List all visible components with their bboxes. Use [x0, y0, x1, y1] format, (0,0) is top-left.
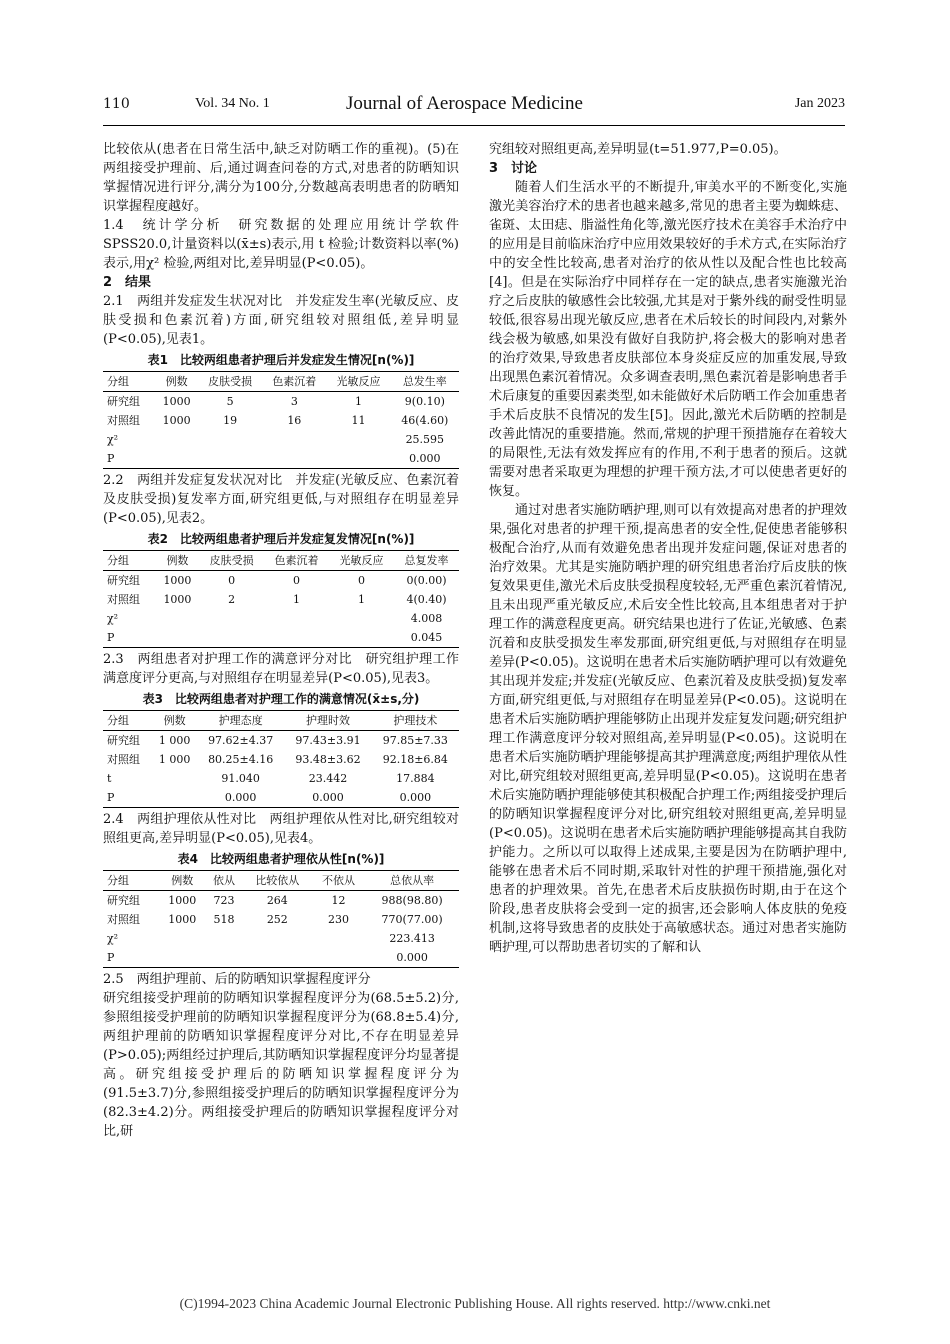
table-row: [103, 571, 459, 591]
table-cell: [264, 609, 329, 628]
column-header: 光敏反应: [326, 372, 390, 392]
discussion-paragraph-2: 通过对患者实施防晒护理,则可以有效提高对患者的护理效果,强化对患者的护理干预,提高患者的安全性,促使患者能够积极配合治疗,从而有效避免患者出现并发症问题,保证对患者的治疗效果。尤其是实施防晒护理的研究组患者治疗后皮肤的恢复效果更佳,激光术后皮肤受损程度较轻,无严重色素沉着情况,且未出现严重光敏反应,术后安全性比较高,且本组患者对于护理工作的满意程度更高。研究结果也进行了佐证,光敏感、色素沉着和皮肤受损发生率发那面,研究组更低,与对照组存在明显差异(P<0.05)。这说明在患者术后实施防晒护理可以有效避免其出现并发症;并发症(光敏反应、色素沉着及皮肤受损)复发率方面,研究组更低,与对照组存在明显差异(P<0.05)。这说明在患者术后实施防晒护理能够防止出现并发症复发问题;研究组护理工作满意度评分较对照组高,差异明显(P<0.05)。这说明在患者术后实施防晒护理能够提高其护理满意度;两组护理依从性对比,研究组较对照组更高,差异明显(P<0.05)。这说明在患者术后实施防晒护理能够使其积极配合护理工作;两组接受护理后的防晒知识掌握程度评分对比,研究组较对照组更高,差异明显(P<0.05)。这说明在患者术后实施防晒护理能够提高其自我防护能力。之所以可以取得上述成果,主要是因为在防晒护理中,能够在患者术后不同时期,采取针对性的护理干预措施,强化对患者的护理效果。首先,在患者术后皮肤损伤时期,由于在这个阶段,患者皮肤将会受到一定的损害,还会影响人体皮肤的免疫机制,这将导致患者的皮肤处于高敏感状态。通过对患者实施防晒护理,可以帮助患者切实的了解和认: [489, 503, 847, 955]
column-header: 分组: [103, 871, 159, 891]
table-row: [103, 910, 459, 929]
table-cell: 1 000: [158, 734, 191, 747]
table-row: [103, 769, 459, 788]
table-cell: [198, 430, 262, 449]
section-2-1: 2.1 两组并发症发生状况对比 并发症发生率(光敏反应、皮肤受损和色素沉着)方面,研究组较对照组低,差异明显(P<0.05),见表1。: [103, 294, 459, 347]
table-2: [103, 550, 459, 648]
table-cell: χ²: [107, 612, 119, 625]
table-3-caption: 表3 比较两组患者对护理工作的满意情况(x̄±s,分): [142, 692, 420, 706]
table-cell: 0.000: [372, 788, 459, 808]
table-cell: 92.18±6.84: [382, 753, 448, 766]
table-cell: 1 000: [158, 753, 191, 766]
paragraph: 比较依从(患者在日常生活中,缺乏对防晒工作的重视)。(5)在两组接受护理前、后,通过调查问卷的方式,对患者的防晒知识掌握情况进行评分,满分为100分,分数越高表明患者的防晒知识掌握程度越好。: [103, 142, 459, 214]
column-header: 总发生率: [391, 372, 459, 392]
column-header: 不依从: [312, 871, 365, 891]
table-row: [103, 449, 459, 469]
volume-issue: Vol. 34 No. 1: [195, 96, 270, 111]
table-cell: 518: [213, 913, 235, 926]
column-header: 护理态度: [197, 711, 284, 731]
table-cell: [205, 929, 242, 948]
table-cell: 0.000: [197, 788, 284, 808]
table-cell: 19: [223, 414, 238, 427]
table-cell: [326, 449, 390, 469]
table-cell: [152, 769, 197, 788]
table-cell: 0.000: [284, 788, 371, 808]
table-cell: [159, 948, 205, 968]
table-row: [103, 392, 459, 412]
table-cell: χ²: [107, 433, 119, 446]
table-cell: 80.25±4.16: [208, 753, 274, 766]
table-cell: 1: [355, 395, 363, 408]
table-cell: 1000: [162, 395, 191, 408]
table-cell: [243, 948, 312, 968]
column-header: 皮肤受损: [199, 551, 264, 571]
table-cell: 0.000: [365, 948, 459, 968]
section-heading-results: 2 结果: [103, 275, 152, 290]
table-cell: [312, 929, 365, 948]
table-cell: [205, 948, 242, 968]
paragraph-continued: 究组较对照组更高,差异明显(t=51.977,P=0.05)。: [489, 142, 787, 157]
table-cell: 97.43±3.91: [295, 734, 361, 747]
table-row: [103, 788, 459, 808]
table-cell: 16: [287, 414, 302, 427]
table-cell: [159, 929, 205, 948]
table-cell: [329, 628, 394, 648]
column-header: 例数: [152, 711, 197, 731]
column-header: 护理技术: [372, 711, 459, 731]
column-header: 总复发率: [394, 551, 459, 571]
table-4-caption: 表4 比较两组患者护理依从性[n(%)]: [177, 852, 385, 866]
section-1-4: 1.4 统计学分析 研究数据的处理应用统计学软件 SPSS20.0,计量资料以(x̄±s)表示,用 t 检验;计数资料以率(%)表示,用χ² 检验,两组对比,差异明显(P<0.05)。: [103, 218, 459, 271]
table-cell: 988(98.80): [381, 894, 443, 907]
table-cell: 5: [226, 395, 234, 408]
section-2-4: 2.4 两组护理依从性对比 两组护理依从性对比,研究组较对照组更高,差异明显(P<0.05),见表4。: [103, 812, 459, 846]
table-cell: 研究组: [107, 574, 140, 587]
table-cell: [312, 948, 365, 968]
table-header-row: [103, 711, 459, 731]
table-cell: [198, 449, 262, 469]
table-cell: 770(77.00): [381, 913, 443, 926]
table-3: [103, 710, 459, 808]
table-cell: 12: [331, 894, 346, 907]
table-cell: 3: [290, 395, 298, 408]
table-cell: 9(0.10): [404, 395, 445, 408]
table-cell: 0: [358, 574, 366, 587]
table-cell: [156, 609, 199, 628]
column-header: 例数: [155, 372, 198, 392]
table-cell: 223.413: [389, 932, 435, 945]
table-cell: 1000: [168, 894, 197, 907]
table-cell: 723: [213, 894, 235, 907]
table-cell: 4(0.40): [406, 593, 447, 606]
table-cell: [155, 430, 198, 449]
table-cell: P: [103, 948, 159, 968]
table-cell: 252: [266, 913, 288, 926]
table-cell: 1000: [168, 913, 197, 926]
table-row: [103, 609, 459, 628]
table-1-caption: 表1 比较两组患者护理后并发症发生情况[n(%)]: [147, 353, 415, 367]
issue-date: Jan 2023: [794, 96, 845, 111]
table-row: [103, 411, 459, 430]
table-cell: 264: [266, 894, 288, 907]
table-cell: 1000: [163, 574, 192, 587]
column-header: 色素沉着: [264, 551, 329, 571]
section-2-5-heading: 2.5 两组护理前、后的防晒知识掌握程度评分: [103, 972, 371, 987]
journal-title: Journal of Aerospace Medicine: [346, 93, 583, 114]
table-cell: 91.040: [221, 772, 260, 785]
table-cell: [329, 609, 394, 628]
table-cell: [199, 628, 264, 648]
table-row: [103, 628, 459, 648]
table-cell: 46(4.60): [401, 414, 449, 427]
table-cell: 97.85±7.33: [382, 734, 448, 747]
table-cell: 230: [328, 913, 350, 926]
table-2-caption: 表2 比较两组患者护理后并发症复发情况[n(%)]: [147, 532, 415, 546]
table-cell: [262, 449, 326, 469]
table-cell: [326, 430, 390, 449]
table-row: [103, 948, 459, 968]
section-heading-discussion: 3 讨论: [489, 161, 538, 176]
table-cell: P: [103, 788, 152, 808]
table-cell: 1: [293, 593, 301, 606]
table-cell: 23.442: [308, 772, 348, 785]
column-header: 依从: [205, 871, 242, 891]
table-cell: 对照组: [107, 414, 140, 427]
table-cell: 2: [228, 593, 236, 606]
column-header: 分组: [103, 372, 155, 392]
table-row: [103, 929, 459, 948]
table-cell: 对照组: [107, 753, 140, 766]
column-header: 皮肤受损: [198, 372, 262, 392]
table-cell: 对照组: [107, 913, 140, 926]
table-cell: 研究组: [107, 734, 140, 747]
column-header: 例数: [156, 551, 199, 571]
discussion-paragraph-1: 随着人们生活水平的不断提升,审美水平的不断变化,实施激光美容治疗术的患者也越来越多,常见的患者主要为蜘蛛痣、雀斑、太田痣、脂溢性角化等,激光医疗技术在美容手术治疗中的应用是目前临床治疗中应用效果较好的手术方式,在实际治疗中的安全性比较高,患者对治疗的依从性以及配合性也比较高[4]。但是在实际治疗中同样存在一定的缺点,患者实施激光治疗之后皮肤的敏感性会比较强,尤其是对于紫外线的耐受性明显较低,很容易出现光敏反应,患者在术后较长的时间段内,对紫外线会极为敏感,如果没有做好自我防护,将会极大的影响对患者的治疗效果,导致患者皮肤部位本身炎症反应的加重发展,导致出现黑色素沉着情况。众多调查表明,黑色素沉着是影响患者手术后康复的重要因素类型,如未能做好术后防晒工作会加重患者手术后皮肤不良情况的发生[5]。因此,激光术后防晒的控制是改善此情况的重要措施。然而,常规的护理干预措施存在着较大的局限性,无法有效发挥应有的作用,不利于患者的预后。这就需要对患者采取更为理想的护理干预方法,才可以使患者更好的恢复。: [489, 180, 847, 499]
table-cell: 1000: [163, 593, 192, 606]
column-header: 色素沉着: [262, 372, 326, 392]
table-4: [103, 870, 459, 968]
table-cell: [155, 449, 198, 469]
table-cell: 1000: [162, 414, 191, 427]
table-row: [103, 731, 459, 751]
table-cell: [156, 628, 199, 648]
table-cell: t: [107, 772, 112, 785]
table-cell: 研究组: [107, 395, 140, 408]
table-row: [103, 891, 459, 911]
column-header: 光敏反应: [329, 551, 394, 571]
table-cell: 1: [358, 593, 366, 606]
table-cell: 对照组: [107, 593, 140, 606]
table-row: [103, 590, 459, 609]
left-column: [103, 140, 459, 1141]
table-cell: 0: [228, 574, 236, 587]
table-cell: [262, 430, 326, 449]
table-cell: [152, 788, 197, 808]
page-number: 110: [103, 96, 130, 112]
table-cell: 0.000: [391, 449, 459, 469]
table-cell: 0: [293, 574, 301, 587]
table-cell: 0.045: [394, 628, 459, 648]
table-cell: [199, 609, 264, 628]
table-header-row: [103, 871, 459, 891]
table-cell: 17.884: [396, 772, 435, 785]
column-header: 护理时效: [284, 711, 371, 731]
table-header-row: [103, 551, 459, 571]
header-rule: [103, 125, 845, 126]
table-cell: P: [103, 628, 156, 648]
copyright-footer: (C)1994-2023 China Academic Journal Electronic Publishing House. All rights reserved. http://www.cnki.net: [179, 1296, 771, 1311]
right-column: [489, 140, 847, 957]
table-cell: [264, 628, 329, 648]
table-cell: P: [103, 449, 155, 469]
table-row: [103, 430, 459, 449]
table-cell: 11: [351, 414, 366, 427]
table-header-row: [103, 372, 459, 392]
running-header: [103, 93, 845, 120]
table-cell: [243, 929, 312, 948]
column-header: 分组: [103, 711, 152, 731]
table-cell: 25.595: [405, 433, 445, 446]
table-row: [103, 750, 459, 769]
section-2-3: 2.3 两组患者对护理工作的满意评分对比 研究组护理工作满意度评分更高,与对照组存在明显差异(P<0.05),见表3。: [103, 652, 459, 686]
table-cell: 研究组: [107, 894, 140, 907]
table-cell: χ²: [107, 932, 119, 945]
table-cell: 4.008: [410, 612, 443, 625]
table-cell: 93.48±3.62: [295, 753, 361, 766]
column-header: 总依从率: [365, 871, 459, 891]
table-cell: 97.62±4.37: [208, 734, 274, 747]
table-cell: 0(0.00): [406, 574, 447, 587]
column-header: 例数: [159, 871, 205, 891]
table-1: [103, 371, 459, 469]
column-header: 分组: [103, 551, 156, 571]
column-header: 比较依从: [243, 871, 312, 891]
section-2-5-body: 研究组接受护理前的防晒知识掌握程度评分为(68.5±5.2)分,参照组接受护理前的防晒知识掌握程度评分为(68.8±5.4)分,两组护理前的防晒知识掌握程度评分对比,不存在明显差异(P>0.05);两组经过护理后,其防晒知识掌握程度评分均显著提高。研究组接受护理后的防晒知识掌握程度评分为(91.5±3.7)分,参照组接受护理后的防晒知识掌握程度评分为(82.3±4.2)分。两组接受护理后的防晒知识掌握程度评分对比,研: [103, 991, 459, 1139]
section-2-2: 2.2 两组并发症复发状况对比 并发症(光敏反应、色素沉着及皮肤受损)复发率方面,研究组更低,与对照组存在明显差异(P<0.05),见表2。: [103, 473, 459, 526]
